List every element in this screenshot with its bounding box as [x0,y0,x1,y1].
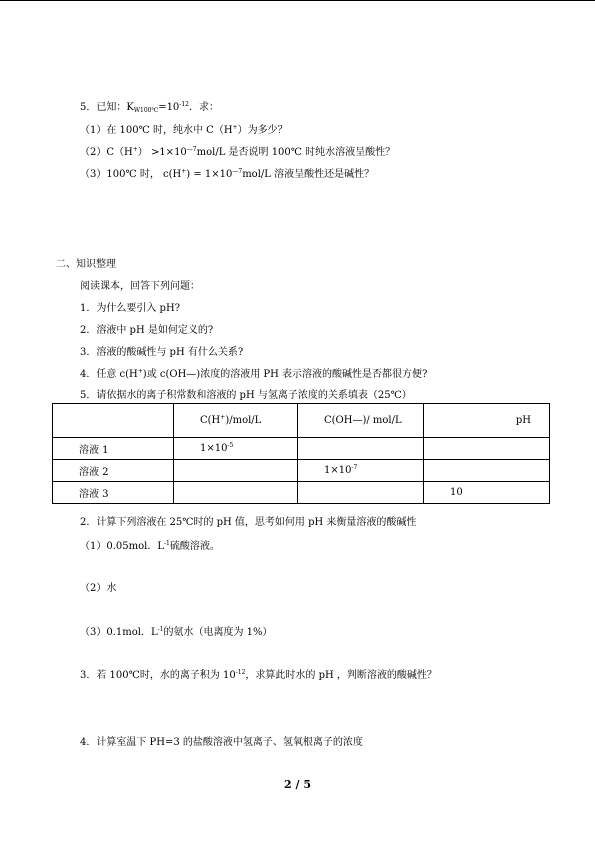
q5-part1: （1）在 100℃ 时，纯水中 C（H+）为多少？ [80,124,288,136]
cell-oh [298,482,424,504]
page-top-rule [0,0,595,1]
cell-ph [424,438,550,460]
calc-sub-3: （3）0.1mol．$L^{-1}$的氨水（电离度为 1%） [80,626,273,638]
question-2: 2．溶液中 pH 是如何定义的? [80,325,214,336]
cell-h [174,482,298,504]
question-4: 4．任意 c(H+)或 c(OH—)浓度的溶液用 PH 表示溶液的酸碱性是否都很方便? [80,368,428,380]
cell-solution-name: 溶液 1 [53,438,174,460]
q5-heading: 5．已知：$K_{W100℃}=10^{-12}$．求： [80,101,219,114]
calc-question-2: 2．计算下列溶液在 25℃时的 pH 值，思考如何用 pH 来衡量溶液的酸碱性 [80,517,417,528]
cell-ph: 10 [424,482,550,504]
ph-table [52,403,550,504]
section2-title: 二、知识整理 [56,259,116,270]
table-row [53,482,550,504]
cell-h: $1\times 10^{-5}$ [174,438,298,460]
cell-solution-name: 溶液 2 [53,460,174,482]
q5-part3: （3）100℃ 时， $c(H^+) = 1\times 10^{—7}mol/L$ 溶液呈酸性还是碱性？ [80,168,375,180]
cell-oh: $1\times 10^{-7}$ [298,460,424,482]
calc-question-4: 4．计算室温下 PH=3 的盐酸溶液中氢离子、氢氧根离子的浓度 [80,737,363,748]
table-row [53,438,550,460]
q5-part2: $(2)C(H^+) >1\times 10^{—7}mol/L$ 是否说明 100℃ 时纯水溶液呈酸性？ [80,146,396,158]
calc-question-3: 3．若 100℃时，水的离子积为 $10^{-12}$，求算此时水的 pH ，判断溶液的酸碱性？ [80,669,437,681]
section2-intro: 阅读课本，回答下列问题： [80,281,200,292]
table-header-row [53,404,550,438]
header-ph: pH [424,404,550,438]
header-oh-concentration: C(OH—)/ mol/L [298,404,424,438]
cell-oh [298,438,424,460]
question-1: 1．为什么要引入 pH? [80,303,181,314]
question-3: 3．溶液的酸碱性与 pH 有什么关系? [80,347,244,358]
calc-sub-2: （2）水 [80,583,117,594]
question-5: 5．请依据水的离子积常数和溶液的 pH 与氢离子浓度的关系填表（25℃） [80,390,412,401]
cell-h [174,460,298,482]
table-row [53,460,550,482]
cell-ph [424,460,550,482]
cell-solution-name: 溶液 3 [53,482,174,504]
page-number: 2 / 5 [284,778,311,791]
calc-sub-1: （1）0.05mol．$L^{-1}$硫酸溶液。 [80,540,220,552]
header-h-concentration: C(H+)/mol/L [174,404,298,438]
header-solution [53,404,174,438]
